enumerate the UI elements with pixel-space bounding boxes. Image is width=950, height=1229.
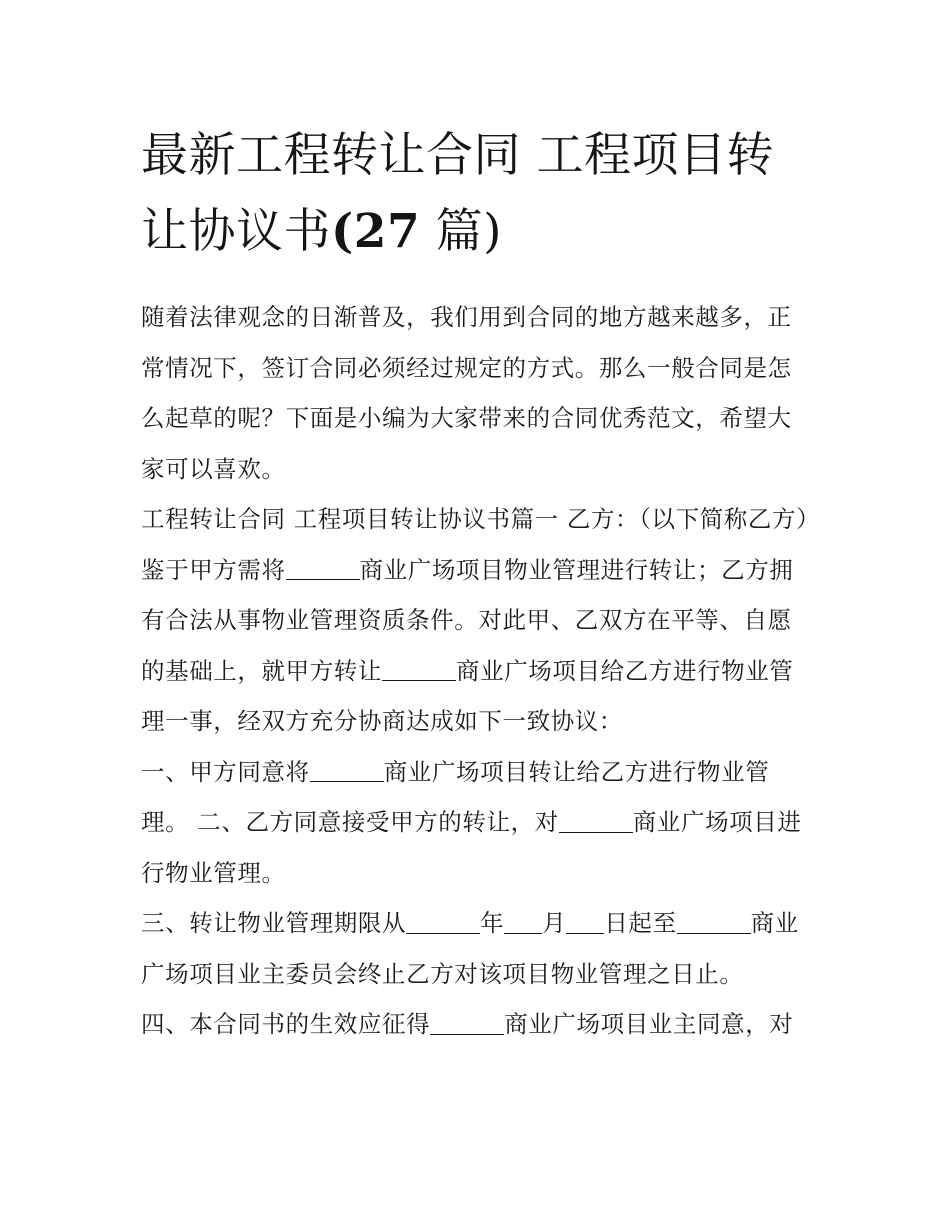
blank-line <box>677 909 751 934</box>
blank-line <box>430 1010 504 1035</box>
clause-4-text-2: 商业广场项目业主同意，对 <box>504 1010 794 1038</box>
preamble-text-2: 商业广场项目物业管理进行转让；乙方拥有合法从事物业管理资质条件。对此甲、乙双方在平等、自愿的基础上，就甲方转让 <box>141 555 794 685</box>
clause-3-text-2: 商业广场项目业主委员会终止乙方对该项目物业管理之日止。 <box>141 909 799 988</box>
month-label: 月 <box>542 909 567 937</box>
blank-line <box>559 808 633 833</box>
section-heading: 工程转让合同 工程项目转让协议书篇一 乙方：（以下简称乙方） <box>141 505 821 533</box>
clause-text-3: 商业广场项目进行物业管理。 <box>141 808 802 887</box>
preamble-text-1: 鉴于甲方需将 <box>141 555 286 584</box>
year-label: 年 <box>480 909 505 937</box>
clause-3 <box>141 898 813 999</box>
day-label: 日起至 <box>604 909 677 937</box>
clause-3-text-1: 三、转让物业管理期限从 <box>141 909 407 937</box>
blank-line <box>566 909 604 934</box>
document-page <box>141 118 821 1050</box>
clause-text-1: 一、甲方同意将 <box>141 757 310 786</box>
clause-1-2 <box>141 747 813 899</box>
clause-text-2: 商业广场项目转让给乙方进行物业管理。 二、乙方同意接受甲方的转让，对 <box>141 757 770 836</box>
blank-line <box>310 758 384 783</box>
blank-line <box>286 556 360 581</box>
blank-line <box>382 657 456 682</box>
clause-4 <box>141 999 813 1050</box>
title-count: (27 <box>331 204 421 259</box>
intro-paragraph: 随着法律观念的日渐普及，我们用到合同的地方越来越多，正常情况下，签订合同必须经过规定的方式。那么一般合同是怎么起草的呢？下面是小编为大家带来的合同优秀范文，希望大家可以喜欢。 <box>141 303 792 483</box>
blank-line <box>504 909 542 934</box>
blank-line <box>406 909 480 934</box>
clause-4-text-1: 四、本合同书的生效应征得 <box>141 1010 431 1038</box>
preamble-text-3: 商业广场项目给乙方进行物业管理一事，经双方充分协商达成如下一致协议： <box>141 656 794 735</box>
document-title <box>141 118 813 270</box>
title-text: 最新工程转让合同 工程项目转让协议书 <box>141 128 774 259</box>
title-suffix: 篇) <box>420 204 502 259</box>
preamble-paragraph <box>141 545 813 747</box>
